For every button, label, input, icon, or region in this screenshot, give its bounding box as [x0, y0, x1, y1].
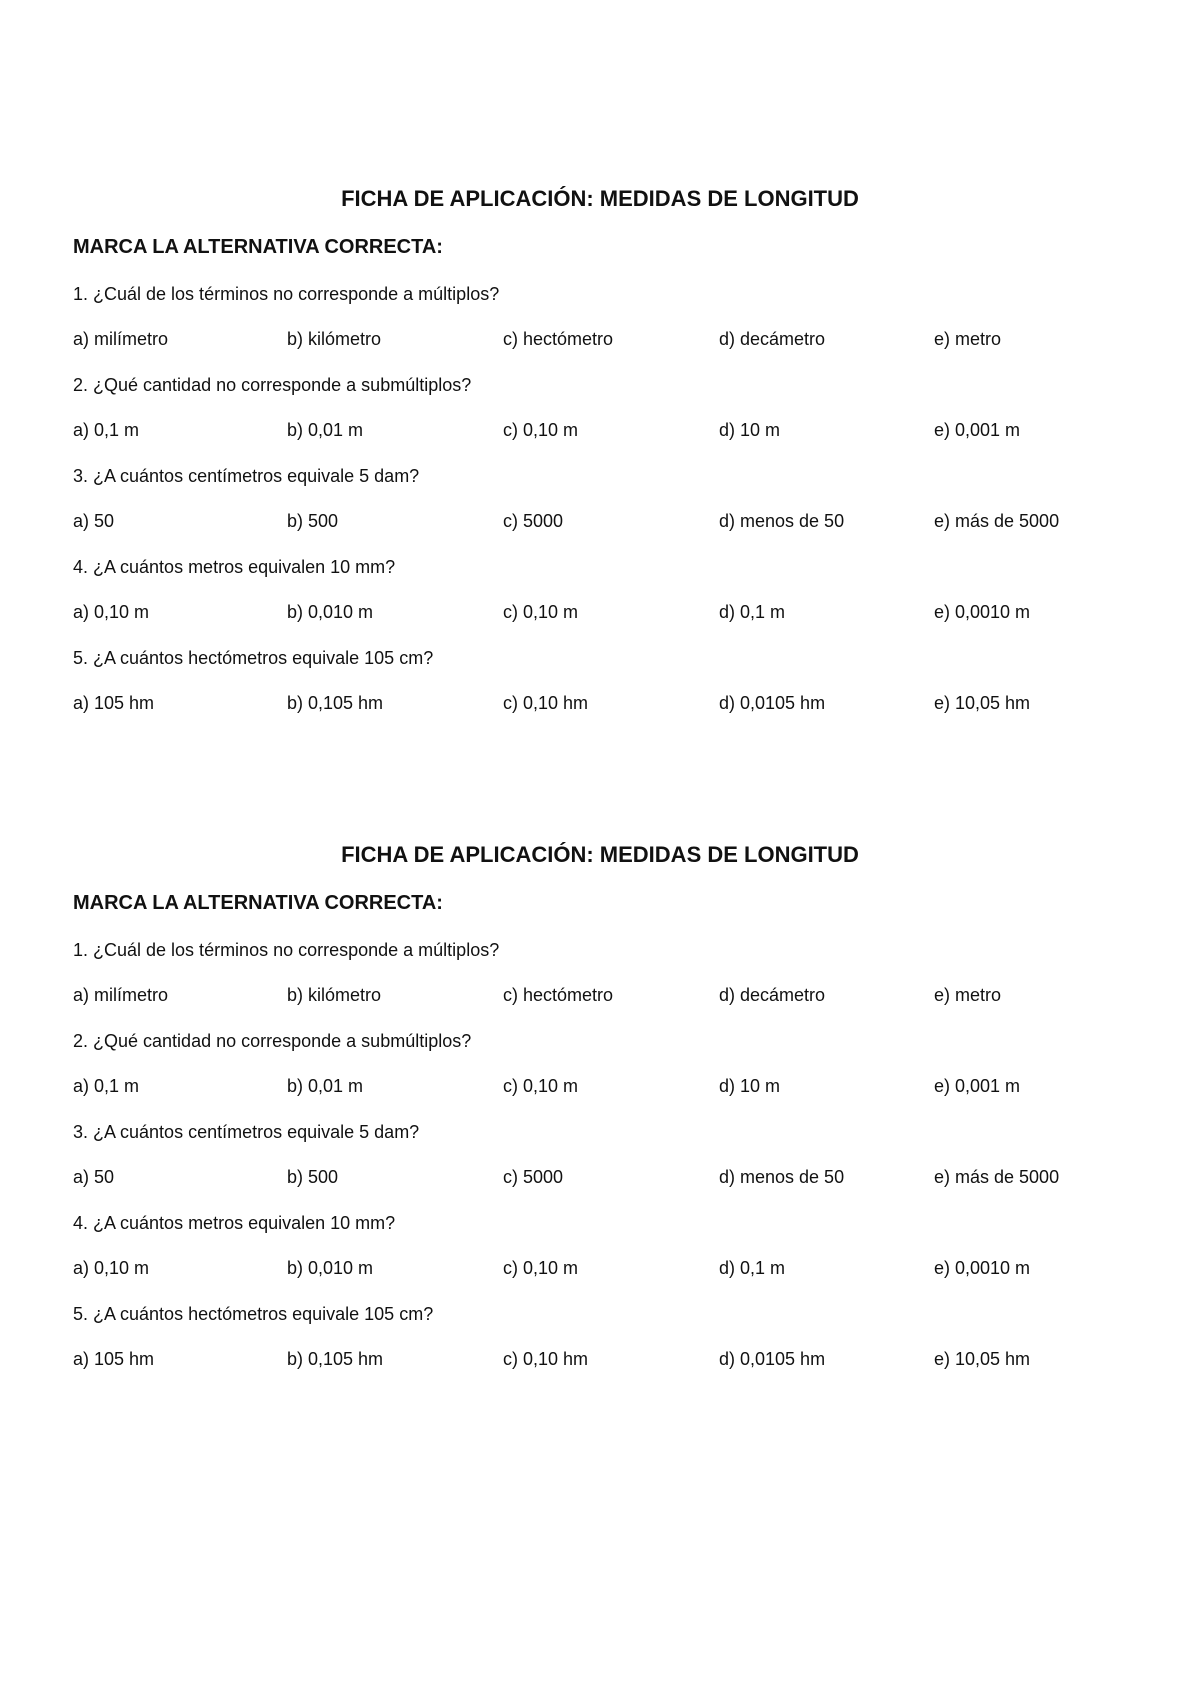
option-d[interactable]: d) 10 m [719, 420, 781, 440]
option-e[interactable]: e) 0,001 m [934, 1076, 1021, 1096]
option-c[interactable]: c) 0,10 m [503, 602, 579, 622]
option-c[interactable]: c) 0,10 m [503, 420, 579, 440]
question-5: 5. ¿A cuántos hectómetros equivale 105 cm? [73, 648, 434, 668]
option-c[interactable]: c) 0,10 m [503, 1076, 579, 1096]
option-c[interactable]: c) 0,10 m [503, 1258, 579, 1278]
option-e[interactable]: e) metro [934, 329, 1002, 349]
option-c[interactable]: c) 5000 [503, 511, 564, 531]
option-a[interactable]: a) 105 hm [73, 1349, 155, 1369]
option-a[interactable]: a) 105 hm [73, 693, 155, 713]
worksheet-title: FICHA DE APLICACIÓN: MEDIDAS DE LONGITUD [341, 842, 859, 867]
option-a[interactable]: a) 0,1 m [73, 1076, 140, 1096]
option-d[interactable]: d) 10 m [719, 1076, 781, 1096]
option-e[interactable]: e) 0,0010 m [934, 602, 1031, 622]
options-row-4 [73, 598, 1133, 626]
question-1: 1. ¿Cuál de los términos no corresponde a múltiplos? [73, 940, 500, 960]
options-row-5 [73, 1345, 1133, 1373]
options-row-2 [73, 416, 1133, 444]
option-a[interactable]: a) milímetro [73, 329, 169, 349]
option-c[interactable]: c) 0,10 hm [503, 693, 589, 713]
option-e[interactable]: e) 10,05 hm [934, 1349, 1031, 1369]
option-b[interactable]: b) 500 [287, 1167, 339, 1187]
option-c[interactable]: c) 0,10 hm [503, 1349, 589, 1369]
option-c[interactable]: c) hectómetro [503, 985, 614, 1005]
option-d[interactable]: d) decámetro [719, 985, 826, 1005]
option-e[interactable]: e) 0,001 m [934, 420, 1021, 440]
question-2: 2. ¿Qué cantidad no corresponde a submúltiplos? [73, 375, 472, 395]
worksheet-1 [73, 184, 1133, 717]
option-d[interactable]: d) 0,0105 hm [719, 693, 826, 713]
option-b[interactable]: b) 0,01 m [287, 1076, 364, 1096]
option-b[interactable]: b) kilómetro [287, 329, 382, 349]
option-b[interactable]: b) 0,010 m [287, 602, 374, 622]
worksheet-instruction: MARCA LA ALTERNATIVA CORRECTA: [73, 236, 443, 258]
option-d[interactable]: d) menos de 50 [719, 511, 845, 531]
options-row-5 [73, 689, 1133, 717]
option-b[interactable]: b) 0,105 hm [287, 1349, 384, 1369]
worksheet-2 [73, 840, 1133, 1373]
option-b[interactable]: b) kilómetro [287, 985, 382, 1005]
option-c[interactable]: c) hectómetro [503, 329, 614, 349]
options-row-1 [73, 325, 1133, 353]
option-b[interactable]: b) 500 [287, 511, 339, 531]
option-e[interactable]: e) más de 5000 [934, 1167, 1060, 1187]
option-a[interactable]: a) 50 [73, 511, 115, 531]
option-d[interactable]: d) menos de 50 [719, 1167, 845, 1187]
option-d[interactable]: d) 0,0105 hm [719, 1349, 826, 1369]
options-row-2 [73, 1072, 1133, 1100]
option-a[interactable]: a) 0,1 m [73, 420, 140, 440]
options-row-1 [73, 981, 1133, 1009]
question-3: 3. ¿A cuántos centímetros equivale 5 dam? [73, 466, 420, 486]
option-c[interactable]: c) 5000 [503, 1167, 564, 1187]
option-e[interactable]: e) metro [934, 985, 1002, 1005]
option-e[interactable]: e) 10,05 hm [934, 693, 1031, 713]
option-b[interactable]: b) 0,105 hm [287, 693, 384, 713]
option-e[interactable]: e) 0,0010 m [934, 1258, 1031, 1278]
worksheet-title: FICHA DE APLICACIÓN: MEDIDAS DE LONGITUD [341, 186, 859, 211]
options-row-3 [73, 1163, 1133, 1191]
question-4: 4. ¿A cuántos metros equivalen 10 mm? [73, 1213, 396, 1233]
option-a[interactable]: a) 0,10 m [73, 602, 150, 622]
option-d[interactable]: d) decámetro [719, 329, 826, 349]
options-row-3 [73, 507, 1133, 535]
question-1: 1. ¿Cuál de los términos no corresponde a múltiplos? [73, 284, 500, 304]
question-4: 4. ¿A cuántos metros equivalen 10 mm? [73, 557, 396, 577]
option-a[interactable]: a) 50 [73, 1167, 115, 1187]
option-b[interactable]: b) 0,010 m [287, 1258, 374, 1278]
question-2: 2. ¿Qué cantidad no corresponde a submúltiplos? [73, 1031, 472, 1051]
option-e[interactable]: e) más de 5000 [934, 511, 1060, 531]
option-d[interactable]: d) 0,1 m [719, 1258, 786, 1278]
option-d[interactable]: d) 0,1 m [719, 602, 786, 622]
question-3: 3. ¿A cuántos centímetros equivale 5 dam? [73, 1122, 420, 1142]
question-5: 5. ¿A cuántos hectómetros equivale 105 cm? [73, 1304, 434, 1324]
option-a[interactable]: a) 0,10 m [73, 1258, 150, 1278]
worksheet-instruction: MARCA LA ALTERNATIVA CORRECTA: [73, 892, 443, 914]
option-a[interactable]: a) milímetro [73, 985, 169, 1005]
options-row-4 [73, 1254, 1133, 1282]
option-b[interactable]: b) 0,01 m [287, 420, 364, 440]
